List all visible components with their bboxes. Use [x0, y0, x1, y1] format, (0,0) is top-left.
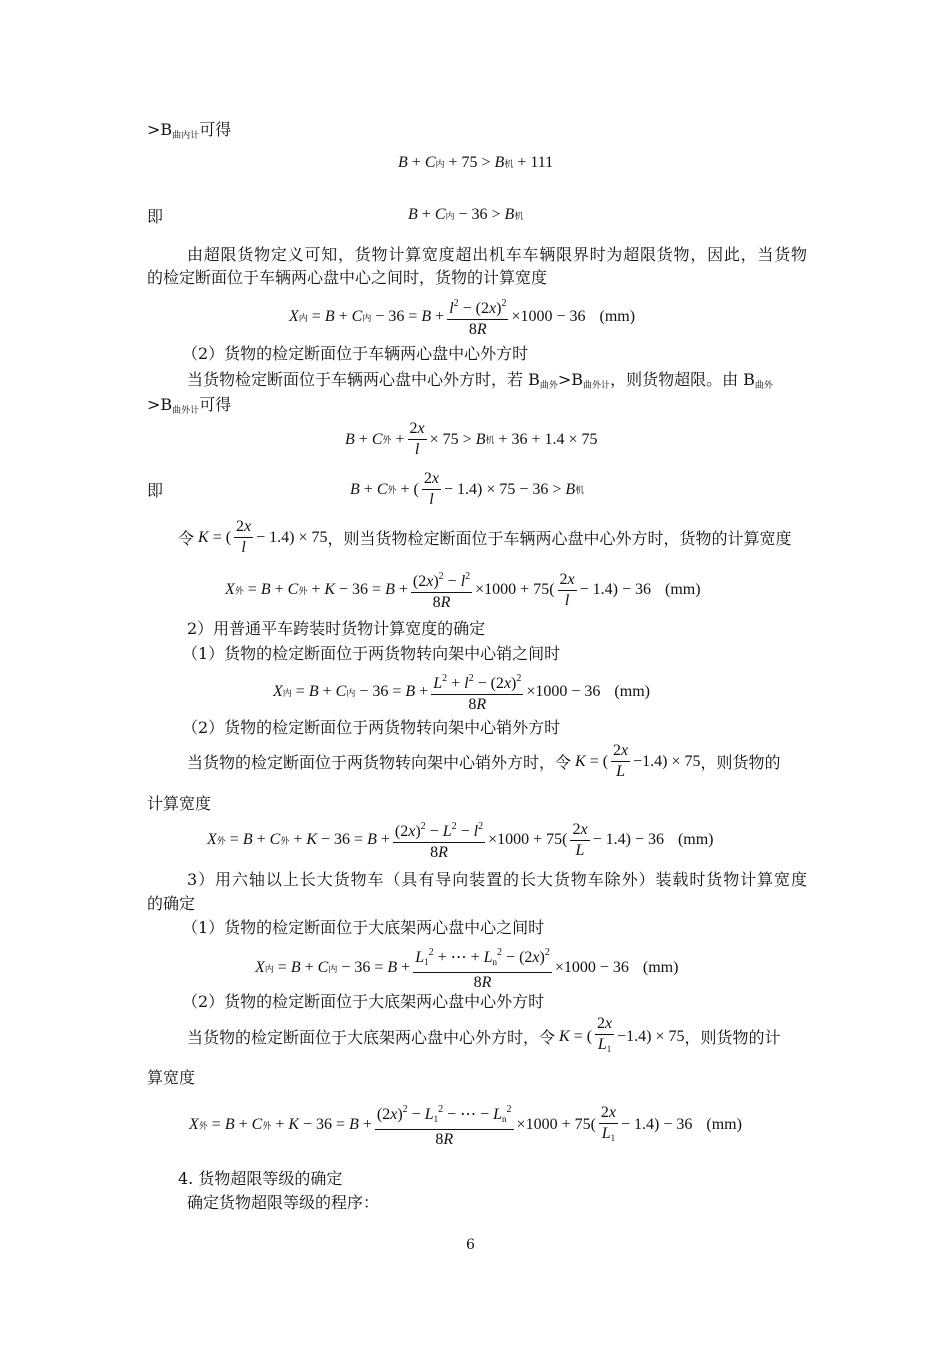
- section-heading: 3）用六轴以上长大货物车（具有导向装置的长大货物车除外）装载时货物计算宽度: [187, 870, 807, 889]
- section-heading: 4. 货物超限等级的确定: [178, 1169, 343, 1188]
- formula: B + C 外 + ( $\frac{2x}{l}$ − 1.4) × 75 − 36 > B 机: [350, 470, 585, 508]
- formula-line: 当货物的检定断面位于两货物转向架中心销外方时，令 K = ( $\frac{2x}{L}$ −1.4) × 75 ，则货物的: [187, 742, 781, 780]
- text-ji: 即: [147, 207, 164, 226]
- section-heading: 的确定: [147, 894, 196, 913]
- formula-line: 当货物的检定断面位于大底架两心盘中心外方时，令 K = ( $\frac{2x}{L_1}$ −1.4) × 75 ，则货物的计: [187, 1015, 781, 1054]
- paragraph-line: 当货物检定断面位于车辆两心盘中心外方时，若 $B_{曲外}>B_{曲外计}$，则货物超限。由 $B_{曲外}$: [187, 370, 773, 391]
- paragraph-line: 确定货物超限等级的程序：: [187, 1193, 380, 1212]
- list-item: （2）货物的检定断面位于两货物转向架中心销外方时: [182, 718, 561, 737]
- paragraph-line: 的检定断面位于车辆两心盘中心之间时，货物的计算宽度: [147, 268, 548, 287]
- section-heading: 2）用普通平车跨装时货物计算宽度的确定: [187, 619, 486, 638]
- formula: X 内 = B + C 内 − 36 = B + $\frac{L_1^2 + \cdots + L_n^2 - (2x)^2}{8R}$ ×1000 − 36 (mm): [255, 944, 678, 992]
- formula: B + C 内 − 36 > B 机: [408, 206, 524, 223]
- text-ji: 即: [147, 481, 164, 500]
- formula: X 内 = B + C 内 − 36 = B + $\frac{l^2 - (2x)^2}{8R}$ ×1000 − 36 (mm): [289, 295, 635, 339]
- list-item: （2）货物的检定断面位于车辆两心盘中心外方时: [182, 344, 529, 363]
- paragraph-line: $>B_{曲外计}$可得: [147, 395, 232, 416]
- text-line: $>B_{曲内计}$可得: [147, 120, 232, 141]
- formula: B + C 内 + 75 > B 机 + 111: [398, 154, 554, 171]
- formula: X 外 = B + C 外 + K − 36 = B + $\frac{(2x)^2 - L_1^2 - \cdots - L_n^2}{8R}$ ×1000 + 75( $\frac{2x}{L_1}$ − 1.4) − 36 (mm): [189, 1101, 742, 1149]
- list-item: （1）货物的检定断面位于大底架两心盘中心之间时: [182, 918, 545, 937]
- formula: X 内 = B + C 内 − 36 = B + $\frac{L^2 + l^2 - (2x)^2}{8R}$ ×1000 − 36 (mm): [273, 670, 650, 714]
- formula: B + C 外 + $\frac{2x}{l}$ × 75 > B 机 + 36 + 1.4 × 75: [345, 420, 598, 458]
- formula-line: 令 K = ( $\frac{2x}{l}$ − 1.4) × 75 ，则当货物检定断面位于车辆两心盘中心外方时，货物的计算宽度: [178, 518, 792, 556]
- list-item: （1）货物的检定断面位于两货物转向架中心销之间时: [182, 644, 561, 663]
- paragraph-line: 算宽度: [147, 1068, 196, 1087]
- paragraph-line: 计算宽度: [147, 794, 212, 813]
- formula: X 外 = B + C 外 + K − 36 = B + $\frac{(2x)^2 - L^2 - l^2}{8R}$ ×1000 + 75( $\frac{2x}{L}$ − 1.4) − 36 (mm): [207, 818, 713, 862]
- paragraph-line: 由超限货物定义可知，货物计算宽度超出机车车辆限界时为超限货物，因此，当货物: [187, 245, 807, 264]
- page-number: 6: [466, 1237, 475, 1253]
- formula: X 外 = B + C 外 + K − 36 = B + $\frac{(2x)^2 - l^2}{8R}$ ×1000 + 75( $\frac{2x}{l}$ − 1.4) − 36 (mm): [225, 568, 701, 612]
- list-item: （2）货物的检定断面位于大底架两心盘中心外方时: [182, 992, 545, 1011]
